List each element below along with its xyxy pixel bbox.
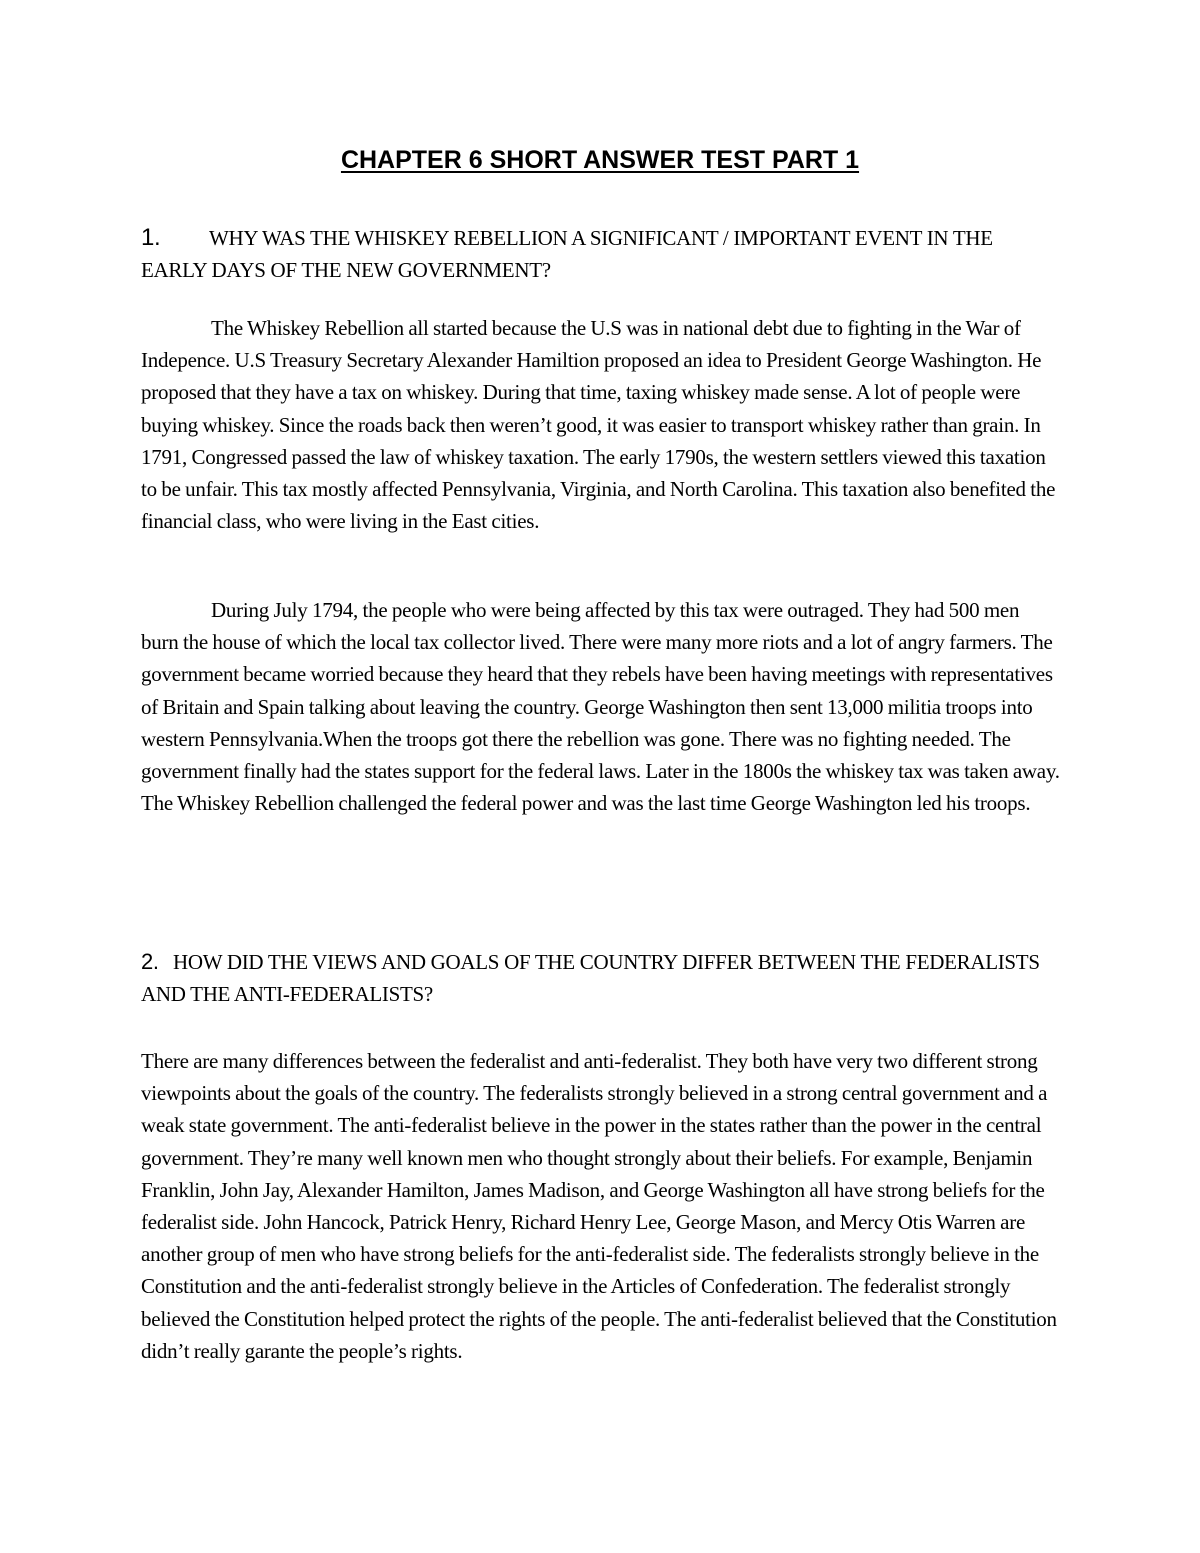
page-title: CHAPTER 6 SHORT ANSWER TEST PART 1 [340, 146, 860, 174]
answer-1-paragraph-1: The Whiskey Rebellion all started because the U.S was in national debt due to fighting in the War of Indepence. U.S Treasury Secretary Alexander Hamiltion proposed an idea to President George Washington. He proposed that they have a tax on whiskey. During that time, taxing whiskey made sense. A lot of people were buying whiskey. Since the roads back then weren’t good, it was easier to transport whiskey rather than grain. In 1791, Congressed passed the law of whiskey taxation. The early 1790s, the western settlers viewed this taxation to be unfair. This tax mostly affected Pennsylvania, Virginia, and North Carolina. This taxation also benefited the financial class, who were living in the East cities. [141, 316, 1056, 534]
question-1-text: WHY WAS THE WHISKEY REBELLION A SIGNIFICANT / IMPORTANT EVENT IN THE EARLY DAYS OF THE NEW GOVERNMENT? [141, 226, 993, 282]
question-2-text: HOW DID THE VIEWS AND GOALS OF THE COUNTRY DIFFER BETWEEN THE FEDERALISTS AND THE ANTI-FEDERALISTS? [141, 950, 1040, 1006]
question-2-number: 2. [141, 949, 159, 974]
question-2 [141, 946, 1061, 1010]
answer-1-paragraph-2: During July 1794, the people who were being affected by this tax were outraged. They had 500 men burn the house of which the local tax collector lived. There were many more riots and a lot of angry farmers. The government became worried because they heard that they rebels have been having meetings with representatives of Britain and Spain talking about leaving the country. George Washington then sent 13,000 militia troops into western Pennsylvania.When the troops got there the rebellion was gone. There was no fighting needed. The government finally had the states support for the federal laws. Later in the 1800s the whiskey tax was taken away. The Whiskey Rebellion challenged the federal power and was the last time George Washington led his troops. [141, 598, 1060, 816]
question-1 [141, 222, 1061, 286]
question-1-number: 1. [141, 224, 161, 251]
answer-2-paragraph-1: There are many differences between the federalist and anti-federalist. They both have very two different strong viewpoints about the goals of the country. The federalists strongly believed in a strong central government and a weak state government. The anti-federalist believe in the power in the states rather than the power in the central government. They’re many well known men who thought strongly about their beliefs. For example, Benjamin Franklin, John Jay, Alexander Hamilton, James Madison, and George Washington all have strong beliefs for the federalist side. John Hancock, Patrick Henry, Richard Henry Lee, George Mason, and Mercy Otis Warren are another group of men who have strong beliefs for the anti-federalist side. The federalists strongly believe in the Constitution and the anti-federalist strongly believe in the Articles of Confederation. The federalist strongly believed the Constitution helped protect the rights of the people. The anti-federalist believed that the Constitution didn’t really garante the people’s rights. [141, 1049, 1057, 1363]
